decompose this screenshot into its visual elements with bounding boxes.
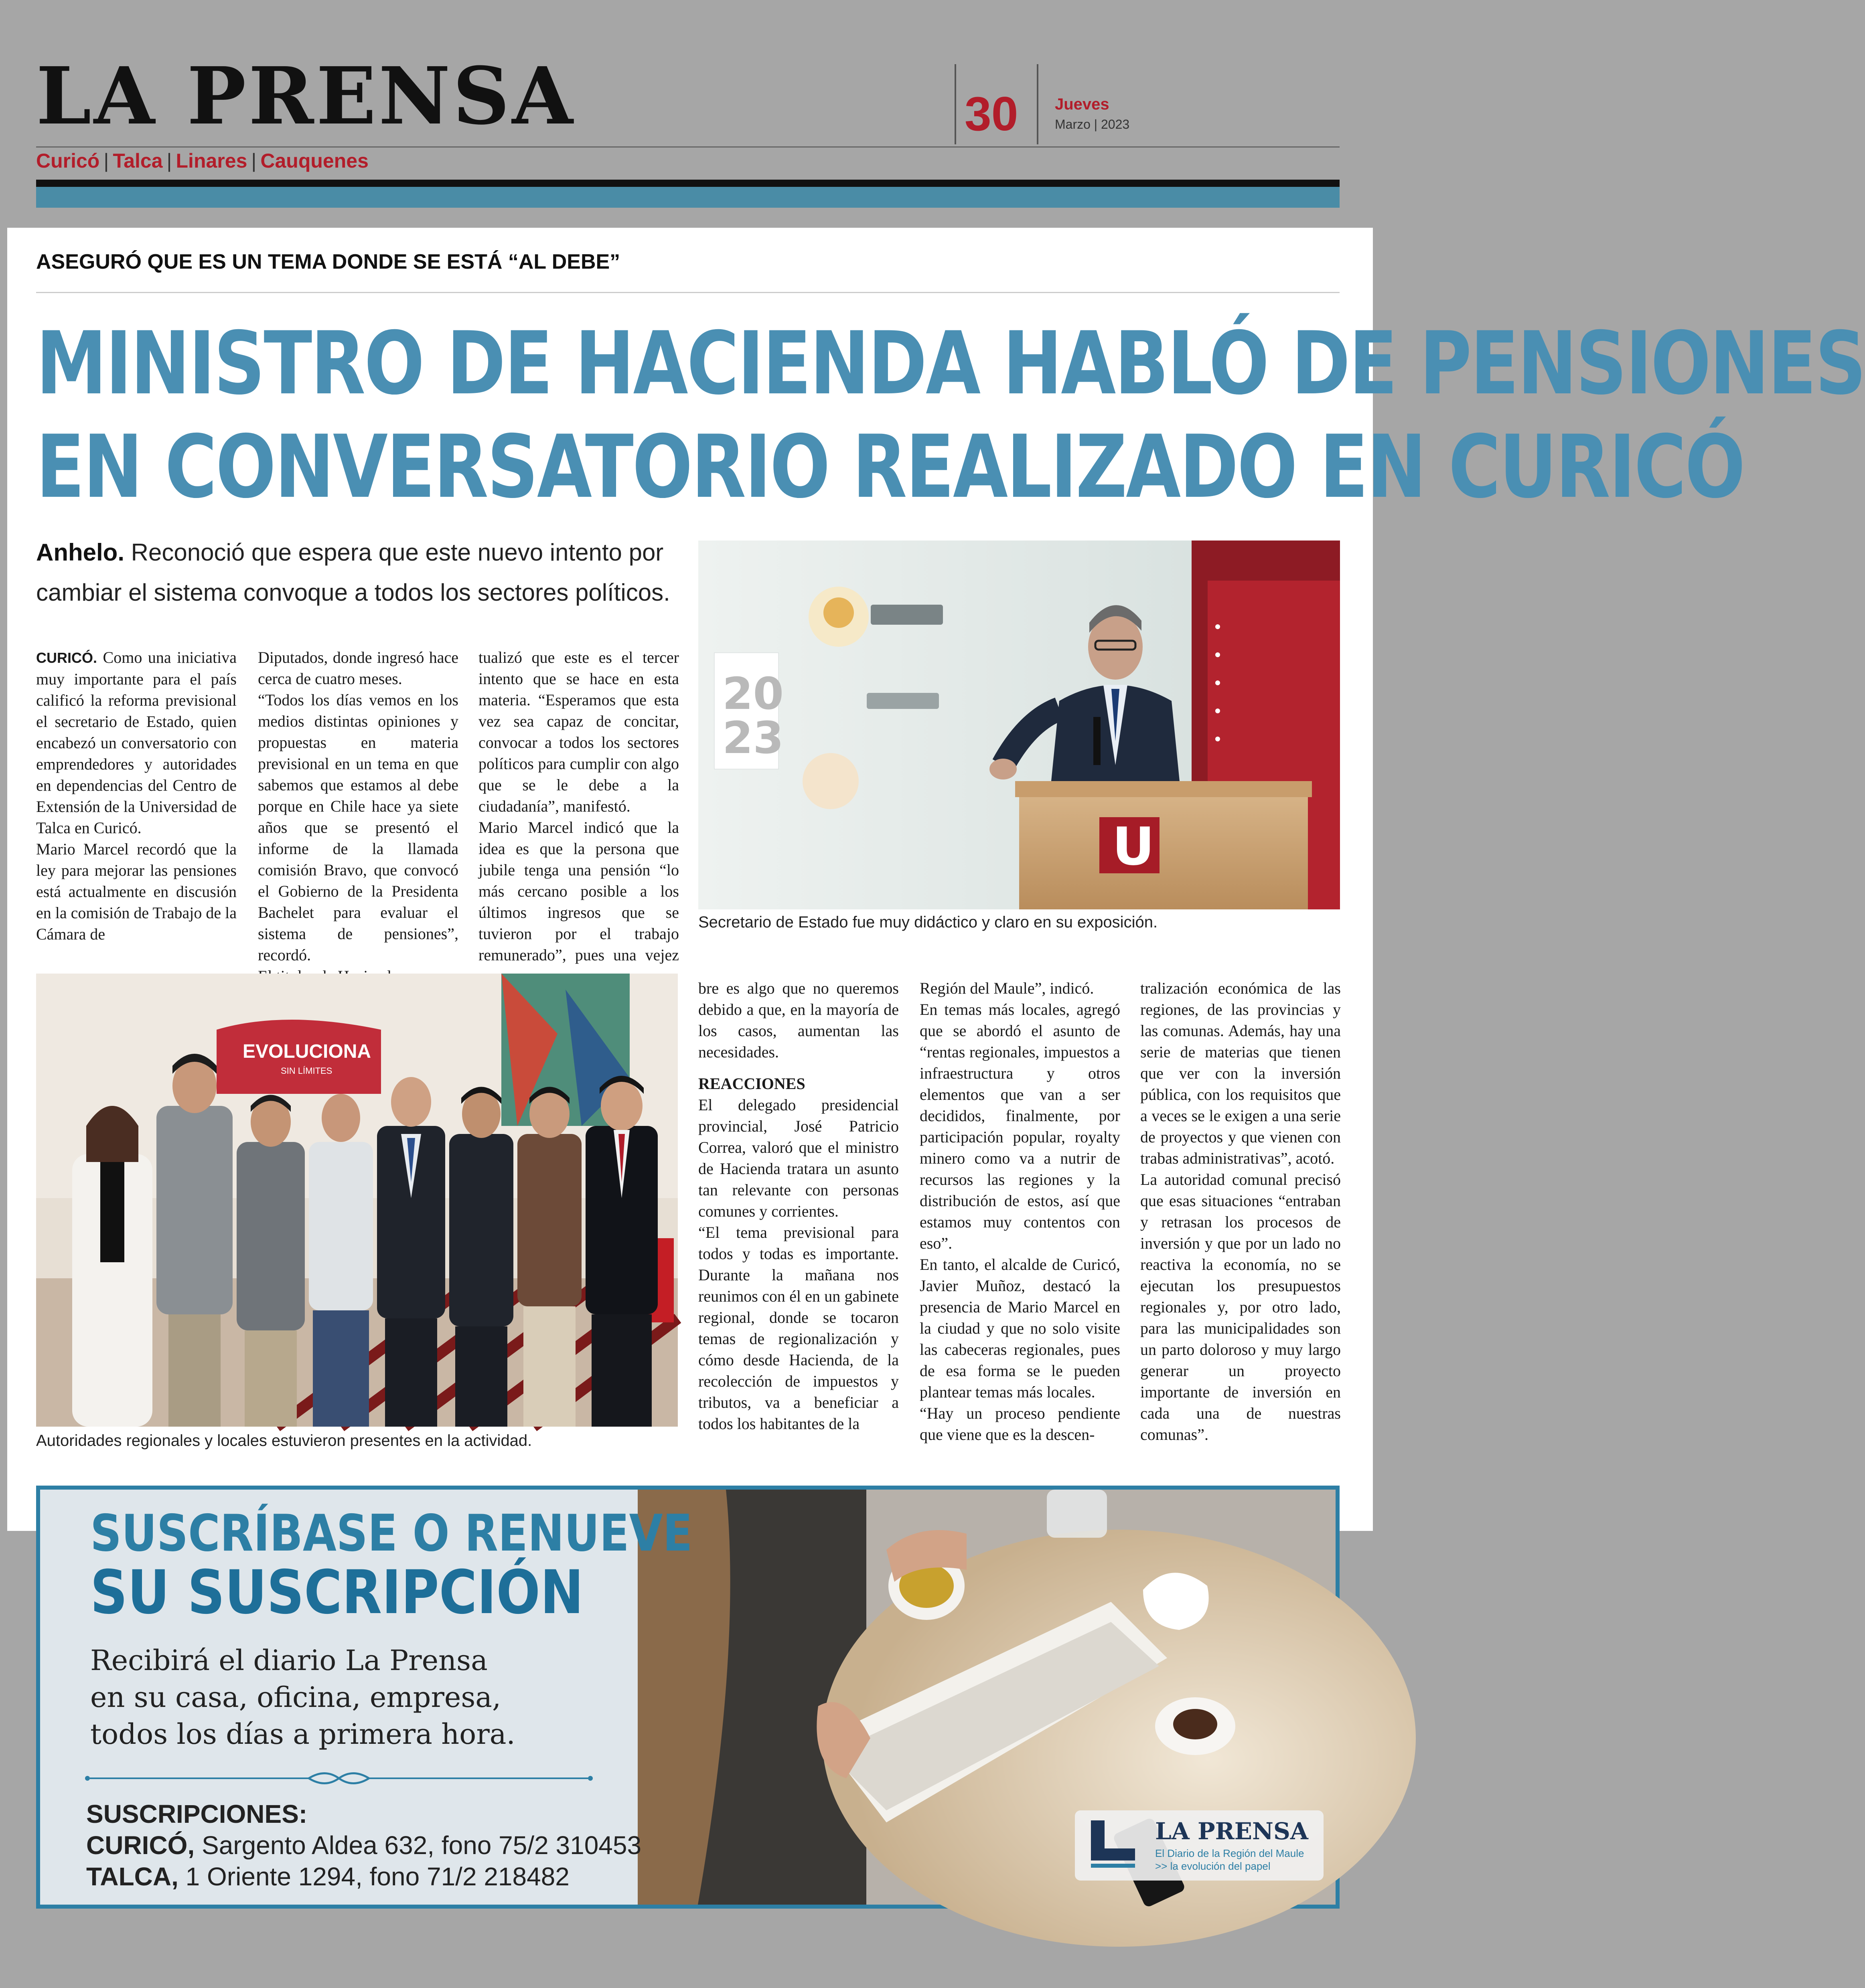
ad-body-text: [90, 1642, 515, 1753]
ad-body-line: en su casa, oficina, empresa,: [90, 1681, 501, 1714]
paragraph: Diputados, donde ingresó hace cerca de cuatro meses.: [258, 648, 458, 688]
text-column-3: [478, 647, 679, 987]
paragraph: En temas más locales, agregó que se abordó el asunto de “rentas regionales, impuestos a infraestructura y otros elementos que van a ser decididos, finalmente, por participación popular, royalty minero como va a nutrir de recursos las regiones y la distribución de estos, así que estamos muy contentos con eso”.: [920, 1000, 1120, 1252]
paragraph: tualizó que este es el tercer intento que se hace en esta materia. “Esperamos que esta vez sea capaz de concitar, convocar a todos los sectores políticos para cumplir con algo que se le debe a la ciudadanía”, manifestó.: [478, 648, 679, 815]
article-deck: [36, 532, 678, 613]
group-photo-illustration: [36, 974, 678, 1427]
city-curico: Curicó: [36, 150, 100, 172]
newspaper-logo: LA PRENSA: [36, 50, 576, 142]
ad-logo-text: LA PRENSA: [1155, 1818, 1308, 1845]
group-photo-caption: Autoridades regionales y locales estuvieron presentes en la actividad.: [36, 1432, 532, 1449]
headline-line-1: MINISTRO DE HACIENDA HABLÓ DE PENSIONES: [36, 313, 1865, 414]
city-list: [36, 149, 369, 172]
dateline: CURICÓ.: [36, 650, 97, 666]
ad-logo-tagline: El Diario de la Región del Maule: [1155, 1847, 1304, 1859]
ad-logo-tagline-2: >> la evolución del papel: [1155, 1860, 1271, 1872]
issue-date: [918, 64, 1340, 148]
group-photo: [36, 974, 678, 1427]
paragraph: “Todos los días vemos en los medios distintas opiniones y propuestas en materia previsional en un tema en que sabemos que estamos al debe porque en Chile hace ya siete años que se presentó el informe de la llamada comisión Bravo, que convocó el Gobierno de la Presidenta Bachelet para evaluar el sistema de pensiones”, recordó.: [258, 691, 458, 964]
day-number: 30: [965, 87, 1018, 141]
kicker-rule: [36, 292, 1340, 293]
article-kicker: ASEGURÓ QUE ES UN TEMA DONDE SE ESTÁ “AL DEBE”: [36, 250, 620, 273]
banner-text: EVOLUCIONA: [243, 1041, 371, 1062]
paragraph: La autoridad comunal precisó que esas situaciones “entraban y retrasan los procesos de inversión y que por un lado no reactiva la economía, no se ejecutan los presupuestos regionales y, por otro lado, para las municipalidades son un parto doloroso y muy largo generar un proyecto importante de inversión en cada una de nuestras comunas”.: [1140, 1170, 1341, 1443]
minister-photo-illustration: [698, 541, 1340, 909]
main-photo-caption: Secretario de Estado fue muy didáctico y claro en su exposición.: [698, 913, 1158, 931]
ad-title-line-2: SU SUSCRIPCIÓN: [90, 1558, 584, 1628]
screen-year-top: 20: [722, 668, 784, 719]
date-divider: [955, 64, 956, 144]
screen-year-bottom: 23: [722, 712, 784, 763]
masthead: [36, 50, 1340, 172]
paragraph: Región del Maule”, indicó.: [920, 979, 1094, 997]
city-cauquenes: Cauquenes: [260, 150, 369, 172]
paragraph: En tanto, el alcalde de Curicó, Javier Muñoz, destacó la presencia de Mario Marcel en la ciudad y que no solo visite las cabeceras regionales, pues de esa forma se le pueden plantear temas más locales.: [920, 1255, 1120, 1401]
city-separator: |: [251, 150, 257, 172]
month-year: Marzo | 2023: [1055, 117, 1130, 132]
subhead-reacciones: REACCIONES: [698, 1075, 805, 1093]
ad-brand-logo: [1075, 1810, 1324, 1881]
text-column-5: [920, 978, 1120, 1445]
text-column-1: [36, 647, 237, 945]
paragraph: “Hay un proceso pendiente que viene que es la descen-: [920, 1404, 1120, 1443]
subscription-ad[interactable]: [36, 1486, 1340, 1909]
ad-body-line: Recibirá el diario La Prensa: [90, 1644, 488, 1677]
date-divider: [1037, 64, 1038, 144]
city-linares: Linares: [176, 150, 247, 172]
ad-contact-title: SUSCRIPCIONES:: [86, 1800, 308, 1828]
paragraph: Como una iniciativa muy importante para el país calificó la reforma previsional el secretario de Estado, quien encabezó un conversatorio con emprendedores y autoridades en dependencias del Centro de Extensión de la Universidad de Talca en Curicó.: [36, 648, 237, 837]
ad-city-talca: TALCA,: [86, 1862, 178, 1891]
paragraph: tralización económica de las regiones, de las provincias y las comunas. Además, hay una serie de materias que tienen que ver con la inversión pública, con los requisitos que a veces se le exigen a una serie de proyectos y que vienen con trabas administrativas”, acotó.: [1140, 979, 1341, 1167]
podium-logo: U: [1112, 816, 1155, 877]
ad-title-line-1: SUSCRÍBASE O RENUEVE: [90, 1504, 693, 1563]
masthead-rule: [36, 146, 1340, 148]
paragraph: bre es algo que no queremos debido a que, en la mayoría de los casos, aumentan las necesidades.: [698, 979, 899, 1061]
city-talca: Talca: [113, 150, 163, 172]
ad-contact: [86, 1798, 641, 1892]
ad-curico-address: Sargento Aldea 632, fono 75/2 310453: [195, 1831, 642, 1860]
ornament-divider-icon: [84, 1770, 594, 1786]
banner-subtext: SIN LÍMITES: [281, 1066, 332, 1076]
ad-city-curico: CURICÓ,: [86, 1831, 195, 1860]
ad-talca-address: 1 Oriente 1294, fono 71/2 218482: [178, 1862, 570, 1891]
masthead-band-blue: [36, 187, 1340, 208]
text-column-4: [698, 978, 899, 1434]
paragraph: Mario Marcel indicó que la idea es que la persona que jubile tenga una pensión “lo más cercano posible a los últimos ingresos que se tuvieron por el trabajo remunerado”, pues una vejez: [478, 818, 679, 964]
city-separator: |: [166, 150, 172, 172]
headline-line-2: EN CONVERSATORIO REALIZADO EN CURICÓ: [36, 417, 1744, 517]
article-page: [7, 228, 1865, 1531]
weekday: Jueves: [1055, 95, 1109, 113]
la-prensa-logo-icon: [1091, 1820, 1139, 1873]
text-column-6: [1140, 978, 1341, 1445]
masthead-band-dark: [36, 180, 1340, 187]
paragraph: El delegado presidencial provincial, José Patricio Correa, valoró que el ministro de Hacienda tratara un asunto tan relevante con personas comunes y corrientes.: [698, 1096, 899, 1220]
ad-body-line: todos los días a primera hora.: [90, 1718, 515, 1751]
deck-text: Reconoció que espera que este nuevo intento por cambiar el sistema convoque a todos los sectores políticos.: [36, 539, 670, 606]
paragraph: Mario Marcel recordó que la ley para mejorar las pensiones está actualmente en discusión en la comisión de Trabajo de la Cámara de: [36, 840, 237, 943]
city-separator: |: [103, 150, 109, 172]
article-headline: [36, 312, 1865, 519]
paragraph: “El tema previsional para todos y todas es importante. Durante la mañana nos reunimos con él en un gabinete regional, donde se tocaron temas de regionalización y cómo desde Hacienda, de la recolección de impuestos y tributos, va a beneficiar a todos los habitantes de la: [698, 1223, 899, 1433]
deck-lead: Anhelo.: [36, 539, 124, 566]
minister-photo: [698, 541, 1340, 909]
text-column-2: [258, 647, 458, 987]
